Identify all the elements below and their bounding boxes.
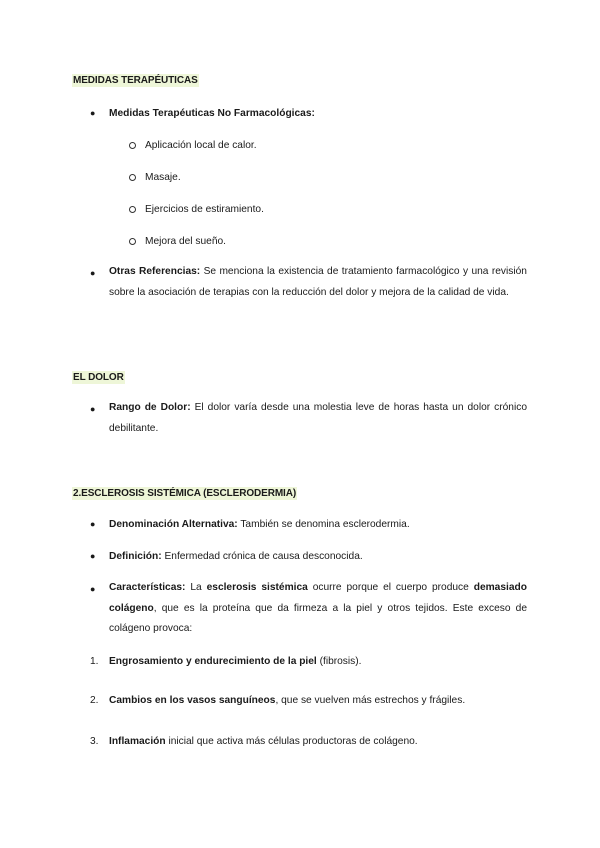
bullet-dot: ●: [90, 108, 96, 118]
bullet-line: Denominación Alternativa: También se denomina esclerodermia.: [109, 519, 410, 530]
list-number: 1.: [90, 656, 99, 667]
bullet-paragraph: Características: La esclerosis sistémica ocurre porque el cuerpo produce demasiado colágeno, que es la proteína que da firmeza a la piel y otros tejidos. Este exceso de colágeno provoca:: [109, 582, 527, 634]
bullet-dot: ●: [90, 584, 96, 594]
sub-item: Ejercicios de estiramiento.: [145, 204, 264, 215]
numbered-item: Inflamación inicial que activa más células productoras de colágeno.: [109, 736, 418, 747]
circle-bullet-icon: [129, 238, 136, 245]
bullet-line: Definición: Enfermedad crónica de causa desconocida.: [109, 551, 363, 562]
sub-item: Masaje.: [145, 172, 181, 183]
circle-bullet-icon: [129, 206, 136, 213]
bullet-dot: ●: [90, 519, 96, 529]
bullet-paragraph: Rango de Dolor: El dolor varía desde una molestia leve de horas hasta un dolor crónico debilitante.: [109, 402, 527, 434]
section-heading-medidas: MEDIDAS TERAPÉUTICAS: [73, 75, 198, 86]
bullet-dot: ●: [90, 404, 96, 414]
bullet-dot: ●: [90, 551, 96, 561]
sub-item: Aplicación local de calor.: [145, 140, 257, 151]
numbered-item: Cambios en los vasos sanguíneos, que se vuelven más estrechos y frágiles.: [109, 695, 466, 706]
circle-bullet-icon: [129, 142, 136, 149]
numbered-item: Engrosamiento y endurecimiento de la piel (fibrosis).: [109, 656, 362, 667]
section-heading-esclerosis: 2.ESCLEROSIS SISTÉMICA (ESCLERODERMIA): [73, 488, 297, 499]
bullet-dot: ●: [90, 268, 96, 278]
list-number: 2.: [90, 695, 99, 706]
sub-item: Mejora del sueño.: [145, 236, 226, 247]
section-heading-dolor: EL DOLOR: [73, 372, 124, 383]
list-number: 3.: [90, 736, 99, 747]
circle-bullet-icon: [129, 174, 136, 181]
bullet-label: Medidas Terapéuticas No Farmacológicas:: [109, 108, 315, 119]
bullet-paragraph: Otras Referencias: Se menciona la existencia de tratamiento farmacológico y una revisión sobre la asociación de terapias con la reducción del dolor y mejora de la calidad de vida.: [109, 266, 527, 298]
